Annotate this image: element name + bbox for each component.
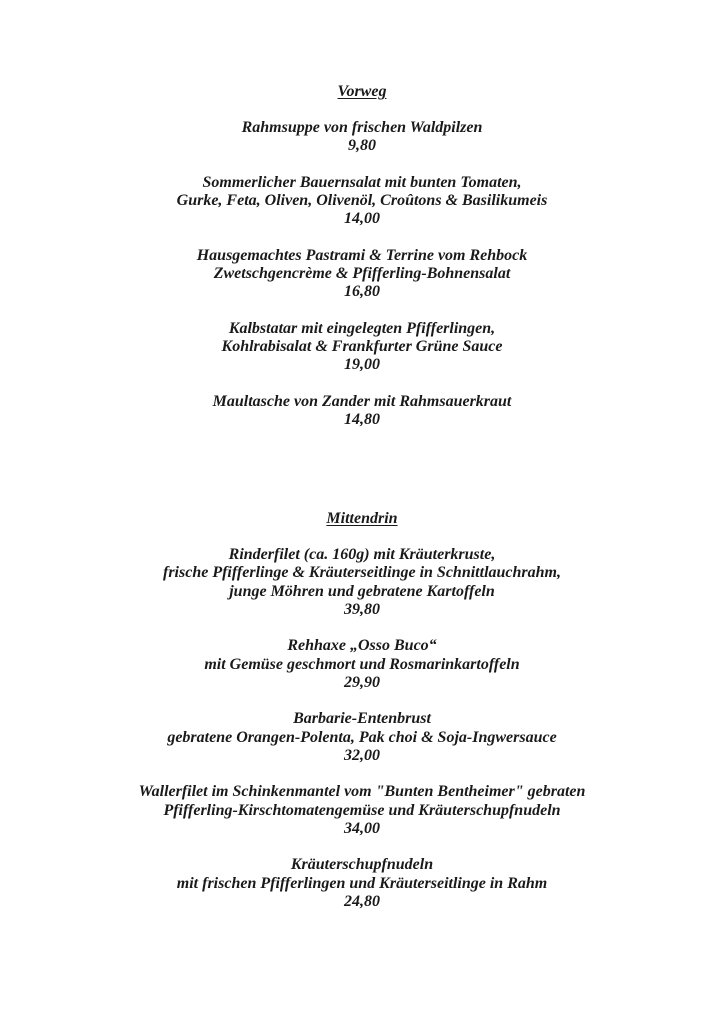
dish-price: 9,80: [348, 137, 376, 155]
dish-description: Maultasche von Zander mit Rahmsauerkraut: [212, 393, 512, 410]
dish-description: Wallerfilet im Schinkenmantel vom "Bunten Bentheimer" gebraten: [138, 783, 586, 801]
dish-price: 14,00: [344, 210, 380, 228]
menu-item: [0, 637, 724, 692]
dish-description: mit frischen Pfifferlingen und Kräuterseitlinge in Rahm: [176, 874, 548, 892]
menu-item: [0, 393, 724, 429]
dish-description: Barbarie-Entenbrust: [293, 710, 431, 728]
menu-section-mittendrin: [0, 510, 724, 929]
dish-description: Hausgemachtes Pastrami & Terrine vom Rehbock: [196, 247, 528, 264]
dish-description: Kohlrabisalat & Frankfurter Grüne Sauce: [221, 338, 503, 356]
dish-price: 39,80: [344, 600, 380, 618]
dish-description: Rehhaxe „Osso Buco“: [287, 637, 437, 655]
dish-description: Sommerlicher Bauernsalat mit bunten Tomaten,: [202, 174, 522, 191]
dish-description: Rahmsuppe von frischen Waldpilzen: [241, 119, 483, 137]
menu-item: [0, 783, 724, 838]
menu-item: [0, 710, 724, 765]
dish-description: gebratene Orangen-Polenta, Pak choi & Soja-Ingwersauce: [167, 728, 557, 746]
dish-description: mit Gemüse geschmort und Rosmarinkartoffeln: [204, 655, 520, 673]
dish-price: 14,80: [344, 411, 380, 429]
dish-price: 32,00: [344, 746, 380, 764]
dish-description: Pfifferling-Kirschtomatengemüse und Kräuterschupfnudeln: [163, 801, 561, 819]
dish-price: 34,00: [344, 819, 380, 837]
menu-item: [0, 247, 724, 302]
dish-description: frische Pfifferlinge & Kräuterseitlinge in Schnittlauchrahm,: [163, 564, 561, 582]
dish-price: 24,80: [344, 892, 380, 910]
menu-item: [0, 174, 724, 229]
dish-description: junge Möhren und gebratene Kartoffeln: [229, 582, 495, 600]
dish-description: Gurke, Feta, Oliven, Olivenöl, Croûtons & Basilikumeis: [176, 192, 548, 210]
dish-description: Zwetschgencrème & Pfifferling-Bohnensalat: [213, 265, 511, 283]
section-title: Mittendrin: [326, 510, 398, 527]
dish-description: Kräuterschupfnudeln: [290, 856, 434, 874]
menu-item: [0, 320, 724, 375]
dish-price: 16,80: [344, 283, 380, 301]
dish-price: 29,90: [344, 673, 380, 691]
menu-item: [0, 119, 724, 155]
section-title: Vorweg: [337, 83, 387, 100]
menu-item: [0, 856, 724, 911]
menu-item: [0, 546, 724, 619]
menu-section-vorweg: [0, 83, 724, 448]
dish-description: Rinderfilet (ca. 160g) mit Kräuterkruste,: [228, 546, 496, 564]
dish-price: 19,00: [344, 356, 380, 374]
dish-description: Kalbstatar mit eingelegten Pfifferlingen,: [228, 320, 496, 337]
